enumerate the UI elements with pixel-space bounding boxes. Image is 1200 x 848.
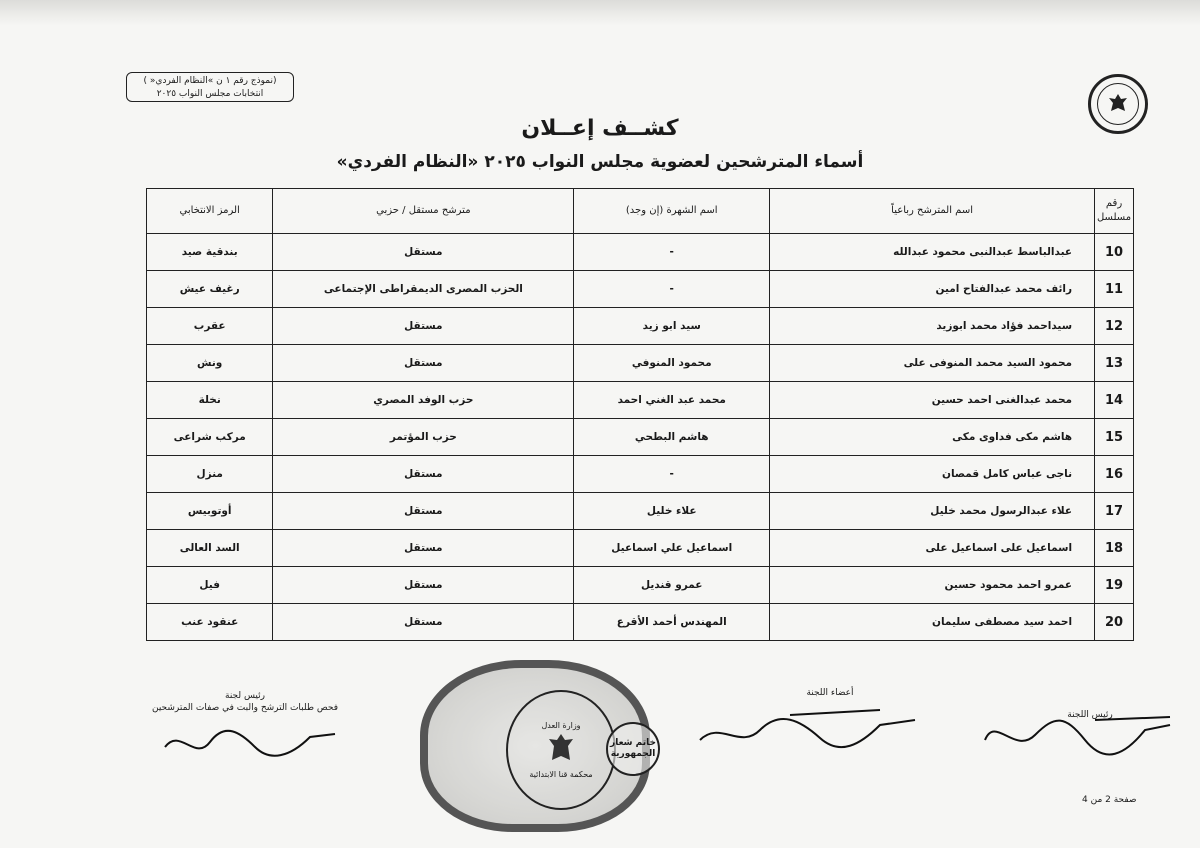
cell-candidate-type: مستقل bbox=[273, 604, 574, 641]
cell-full-name: اسماعيل على اسماعيل على bbox=[770, 530, 1095, 567]
cell-nickname: - bbox=[574, 271, 770, 308]
cell-serial: 10 bbox=[1095, 234, 1134, 271]
table-row bbox=[147, 493, 1134, 530]
cell-nickname: عمرو قنديل bbox=[574, 567, 770, 604]
cell-serial: 16 bbox=[1095, 456, 1134, 493]
table-row bbox=[147, 271, 1134, 308]
cell-full-name: سيداحمد فؤاد محمد ابوزيد bbox=[770, 308, 1095, 345]
cell-symbol: عقرب bbox=[147, 308, 273, 345]
cell-symbol: عنقود عنب bbox=[147, 604, 273, 641]
committee-head-title: رئيس لجنة bbox=[225, 691, 265, 701]
cell-symbol: بندقية صيد bbox=[147, 234, 273, 271]
table-row bbox=[147, 567, 1134, 604]
document-subtitle: أسماء المترشحين لعضوية مجلس النواب ٢٠٢٥ «النظام الفردي» bbox=[336, 152, 864, 172]
cell-full-name: احمد سيد مصطفى سليمان bbox=[770, 604, 1095, 641]
cell-candidate-type: حزب المؤتمر bbox=[273, 419, 574, 456]
header-candidate-type: مترشح مستقل / حزبي bbox=[273, 189, 574, 234]
table-row bbox=[147, 530, 1134, 567]
table-row bbox=[147, 345, 1134, 382]
committee-head-signature-block bbox=[150, 690, 340, 714]
header-full-name: اسم المترشح رباعياً bbox=[770, 189, 1095, 234]
page-number: صفحة 2 من 4 bbox=[1082, 795, 1137, 805]
cell-nickname: المهندس أحمد الأقرع bbox=[574, 604, 770, 641]
cell-symbol: منزل bbox=[147, 456, 273, 493]
cell-candidate-type: مستقل bbox=[273, 234, 574, 271]
cell-serial: 19 bbox=[1095, 567, 1134, 604]
cell-symbol: رغيف عيش bbox=[147, 271, 273, 308]
cell-serial: 11 bbox=[1095, 271, 1134, 308]
table-row bbox=[147, 382, 1134, 419]
members-title: أعضاء اللجنة bbox=[806, 688, 854, 698]
committee-head-description: فحص طلبات الترشح والبت في صفات المترشحين bbox=[151, 703, 339, 713]
cell-full-name: ناجى عباس كامل قمصان bbox=[770, 456, 1095, 493]
chair-title: رئيس اللجنة bbox=[1067, 710, 1113, 720]
table-row bbox=[147, 234, 1134, 271]
table-row bbox=[147, 604, 1134, 641]
members-signature-icon bbox=[690, 700, 920, 760]
cell-symbol: نخلة bbox=[147, 382, 273, 419]
cell-full-name: عبدالباسط عبدالنبى محمود عبدالله bbox=[770, 234, 1095, 271]
table-header-row bbox=[147, 189, 1134, 234]
table-row bbox=[147, 308, 1134, 345]
cell-candidate-type: الحزب المصرى الديمقراطى الإجتماعى bbox=[273, 271, 574, 308]
stamp-top-text: وزارة العدل bbox=[541, 721, 581, 730]
cell-candidate-type: مستقل bbox=[273, 567, 574, 604]
cell-candidate-type: حزب الوفد المصري bbox=[273, 382, 574, 419]
cell-symbol: أوتوبيس bbox=[147, 493, 273, 530]
cell-symbol: ونش bbox=[147, 345, 273, 382]
cell-serial: 18 bbox=[1095, 530, 1134, 567]
round-stamp bbox=[606, 722, 660, 776]
cell-candidate-type: مستقل bbox=[273, 493, 574, 530]
header-symbol: الرمز الانتخابي bbox=[147, 189, 273, 234]
cell-serial: 20 bbox=[1095, 604, 1134, 641]
cell-nickname: سيد ابو زيد bbox=[574, 308, 770, 345]
cell-candidate-type: مستقل bbox=[273, 530, 574, 567]
round-stamp-text: خاتم شعار الجمهورية bbox=[610, 738, 656, 759]
table-row bbox=[147, 456, 1134, 493]
candidates-table bbox=[146, 188, 1134, 641]
cell-candidate-type: مستقل bbox=[273, 345, 574, 382]
cell-candidate-type: مستقل bbox=[273, 308, 574, 345]
cell-symbol: السد العالى bbox=[147, 530, 273, 567]
cell-full-name: علاء عبدالرسول محمد خليل bbox=[770, 493, 1095, 530]
cell-nickname: علاء خليل bbox=[574, 493, 770, 530]
chair-signature-icon bbox=[975, 705, 1175, 765]
cell-full-name: محمد عبدالغنى احمد حسين bbox=[770, 382, 1095, 419]
cell-serial: 15 bbox=[1095, 419, 1134, 456]
scan-top-edge bbox=[0, 0, 1200, 26]
table-row bbox=[147, 419, 1134, 456]
cell-nickname: - bbox=[574, 456, 770, 493]
stamp-bottom-text: محكمة قنا الابتدائية bbox=[529, 770, 593, 779]
cell-nickname: اسماعيل علي اسماعيل bbox=[574, 530, 770, 567]
cell-symbol: فيل bbox=[147, 567, 273, 604]
form-number-box bbox=[126, 72, 294, 102]
header-serial: رقم مسلسل bbox=[1095, 189, 1134, 234]
cell-serial: 13 bbox=[1095, 345, 1134, 382]
committee-head-signature-icon bbox=[160, 722, 340, 762]
cell-nickname: محمود المنوفي bbox=[574, 345, 770, 382]
cell-serial: 17 bbox=[1095, 493, 1134, 530]
form-number-line2: انتخابات مجلس النواب ٢٠٢٥ bbox=[156, 89, 264, 99]
cell-nickname: هاشم البطحي bbox=[574, 419, 770, 456]
document-title: كشــف إعــلان bbox=[521, 116, 679, 141]
cell-full-name: محمود السيد محمد المنوفى على bbox=[770, 345, 1095, 382]
eagle-emblem-icon bbox=[544, 730, 578, 770]
cell-full-name: هاشم مكى فداوى مكى bbox=[770, 419, 1095, 456]
cell-nickname: - bbox=[574, 234, 770, 271]
cell-full-name: رائف محمد عبدالفتاح امين bbox=[770, 271, 1095, 308]
cell-serial: 12 bbox=[1095, 308, 1134, 345]
cell-serial: 14 bbox=[1095, 382, 1134, 419]
court-seal-inner bbox=[506, 690, 616, 810]
header-nickname: اسم الشهرة (إن وجد) bbox=[574, 189, 770, 234]
cell-candidate-type: مستقل bbox=[273, 456, 574, 493]
form-number-line1: (نموذج رقم ١ ن »النظام الفردي« ) bbox=[143, 76, 277, 86]
cell-full-name: عمرو احمد محمود حسين bbox=[770, 567, 1095, 604]
cell-nickname: محمد عبد الغني احمد bbox=[574, 382, 770, 419]
cell-symbol: مركب شراعى bbox=[147, 419, 273, 456]
